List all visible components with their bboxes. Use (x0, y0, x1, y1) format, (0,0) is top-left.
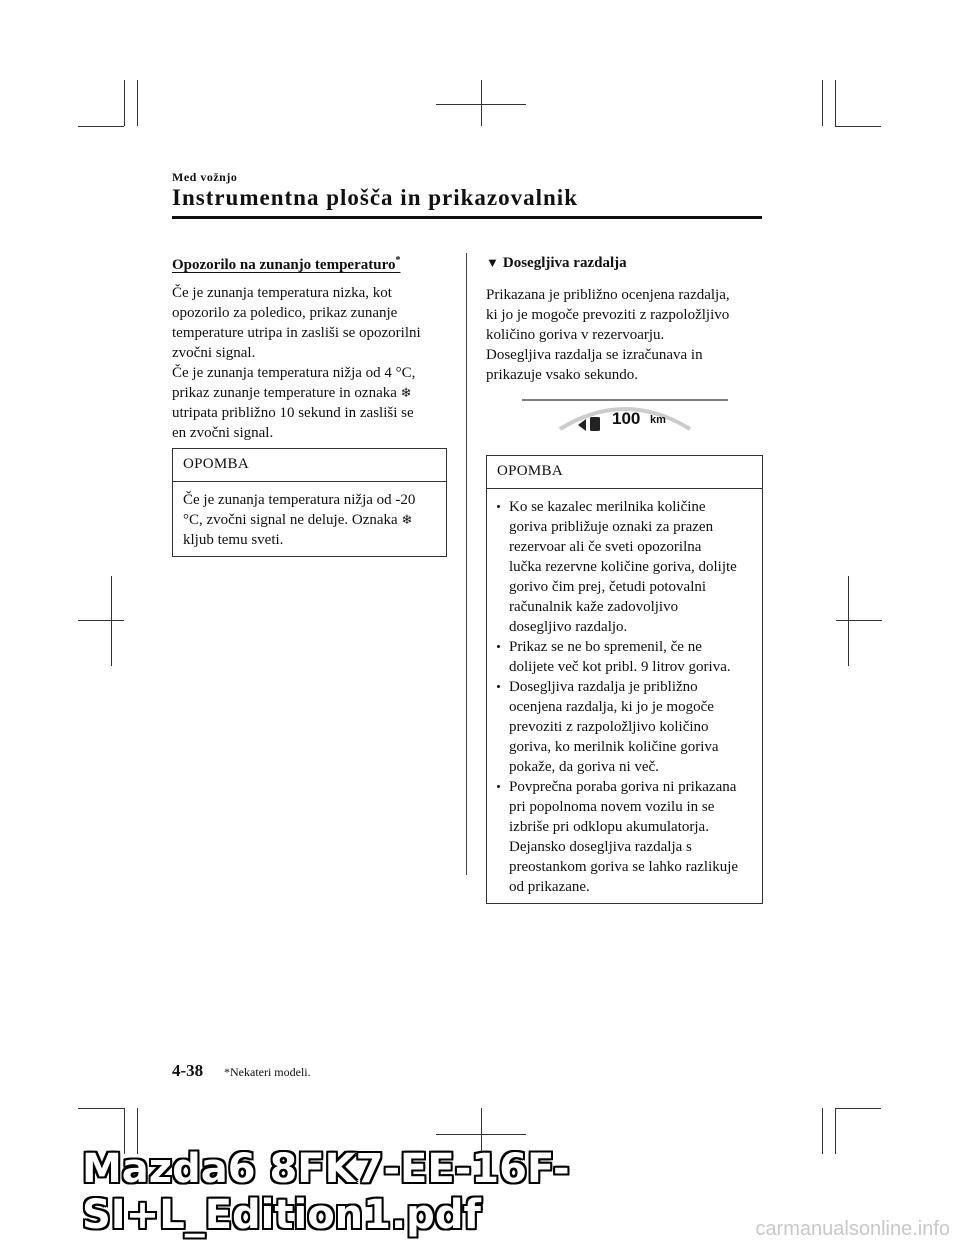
crop-mark (835, 80, 836, 126)
crop-mark (111, 576, 112, 666)
range-heading (486, 255, 627, 272)
text-line: °C, zvočni signal ne deluje. Oznaka (183, 512, 398, 528)
title-rule (172, 216, 762, 219)
outside-temp-heading-text: Opozorilo na zunanjo temperaturo (172, 257, 396, 273)
text-line: zvočni signal. (172, 345, 256, 361)
triangle-down-icon: ▼ (486, 255, 499, 270)
watermark: carmanualsonline.info (755, 1218, 950, 1240)
note-box-left (172, 448, 447, 557)
text-line: utripata približno 10 sekund in zasliši se (172, 405, 414, 421)
range-display (520, 395, 730, 437)
text-line: Dosegljiva razdalja se izračunava in (486, 347, 703, 363)
page-number: 4-38 (172, 1061, 204, 1080)
crop-mark (137, 80, 138, 126)
crop-mark (78, 1108, 124, 1109)
crop-mark (835, 1108, 881, 1109)
list-item: Dosegljiva razdalja je približno ocenjena razdalja, ki jo je mogoče prevoziti z razpoložljivo količino goriva, ko merilnik količine goriva pokaže, da goriva ni več. (497, 677, 756, 777)
text-line: Če je zunanja temperatura nizka, kot (172, 285, 392, 301)
snowflake-icon: ❄ (401, 512, 413, 527)
section-label: Med vožnjo (172, 170, 238, 184)
note-body (173, 482, 446, 556)
page-title: Instrumentna plošča in prikazovalnik (172, 185, 578, 210)
text-line: ki jo je mogoče prevoziti z razpoložljivo (486, 307, 730, 323)
crop-mark (822, 80, 823, 126)
snowflake-icon: ❄ (400, 385, 412, 400)
crop-mark (481, 80, 482, 126)
text-line: kljub temu sveti. (183, 532, 284, 548)
crop-mark (835, 126, 881, 127)
range-value: 100 (612, 409, 641, 428)
footnote-mark: * (395, 255, 401, 266)
footnote: *Nekateri modeli. (224, 1065, 311, 1079)
text-line: Če je zunanja temperatura nižja od -20 (183, 492, 416, 508)
crop-mark (836, 620, 882, 621)
list-item: Prikaz se ne bo spremenil, če ne dolijete več kot pribl. 9 litrov goriva. (497, 637, 756, 677)
text-line: opozorilo za poledico, prikaz zunanje (172, 305, 398, 321)
crop-mark (78, 126, 124, 127)
text-line: Če je zunanja temperatura nižja od 4 °C, (172, 365, 416, 381)
column-divider (466, 253, 467, 875)
note-box-right (486, 455, 763, 904)
pdf-filename: Mazda6 8FK7-EE-16F-SI+L_Edition1.pdf (82, 1146, 570, 1238)
crop-mark (848, 576, 849, 666)
outside-temp-heading (172, 255, 400, 274)
note-bullets (487, 489, 762, 903)
text-line: Prikazana je približno ocenjena razdalja, (486, 287, 730, 303)
range-text (486, 285, 761, 385)
range-unit: km (650, 414, 666, 426)
crop-mark (124, 80, 125, 126)
note-title: OPOMBA (487, 456, 762, 489)
text-line: prikazuje vsako sekundo. (486, 367, 639, 383)
list-item: Ko se kazalec merilnika količine goriva približuje oznaki za prazen rezervoar ali če sveti opozorilna lučka rezervne količine goriva, dolijte gorivo čim prej, četudi potovalni računalnik kaže zadovoljivo dosegljivo razdaljo. (497, 497, 756, 637)
crop-mark (78, 620, 124, 621)
text-line: prikaz zunanje temperature in oznaka (172, 385, 397, 401)
text-line: temperature utripa in zasliši se opozorilni (172, 325, 421, 341)
note-title: OPOMBA (173, 449, 446, 482)
outside-temp-text (172, 283, 457, 443)
text-line: en zvočni signal. (172, 425, 274, 441)
list-item: Povprečna poraba goriva ni prikazana pri popolnoma novem vozilu in se izbriše pri odklopu akumulatorja. Dejansko dosegljiva razdalja s preostankom goriva se lahko razlikuje od prikazane. (497, 777, 756, 897)
range-heading-text: Dosegljiva razdalja (502, 255, 627, 271)
text-line: količino goriva v rezervoarju. (486, 327, 665, 343)
